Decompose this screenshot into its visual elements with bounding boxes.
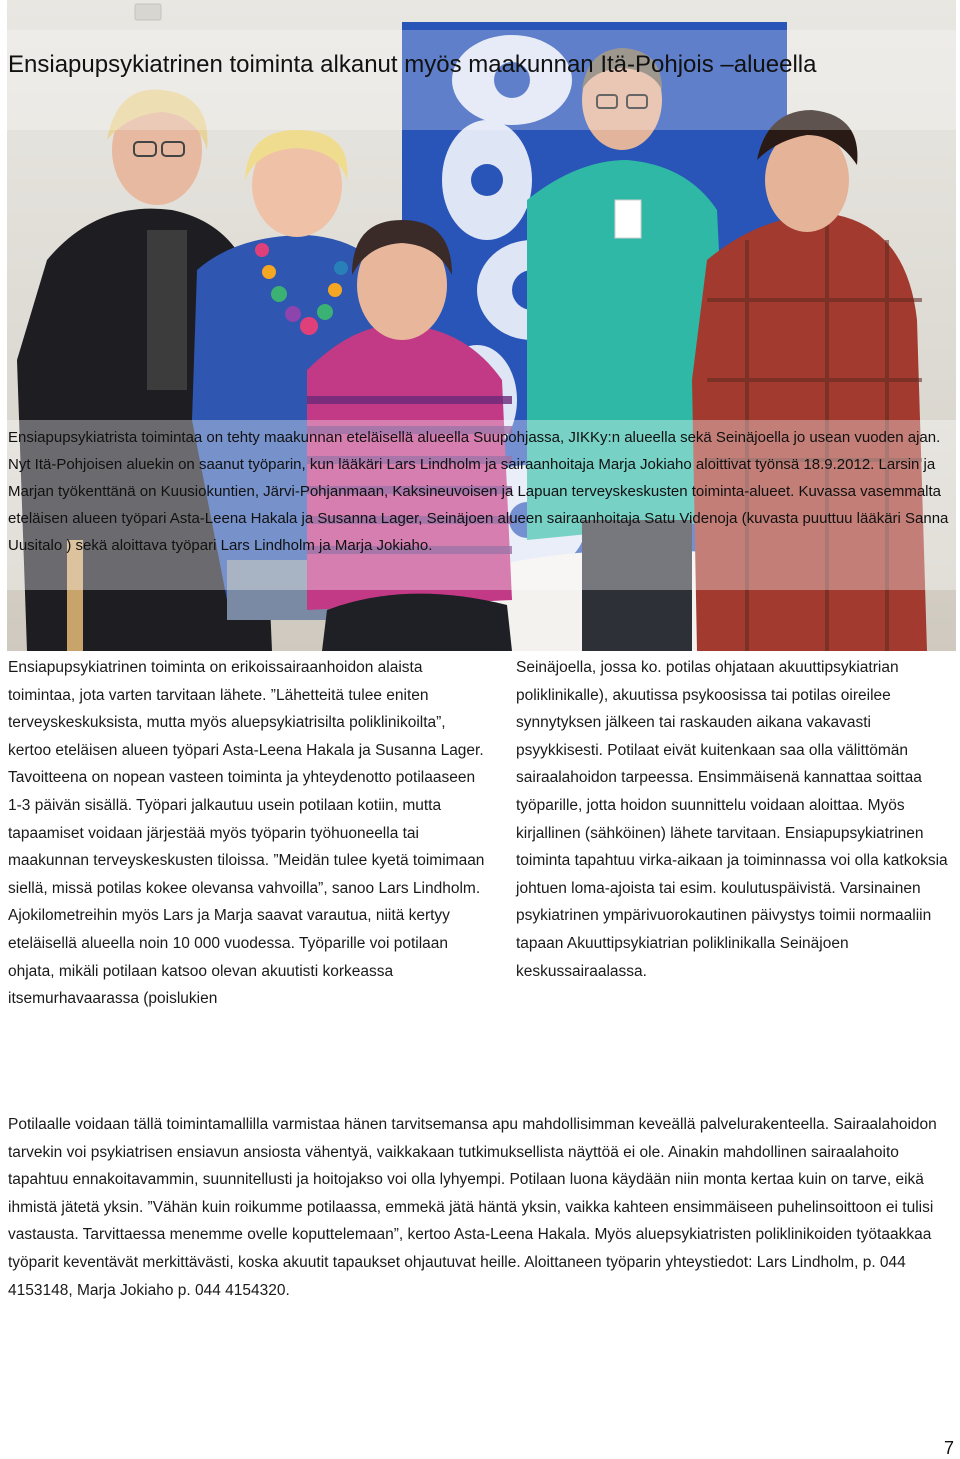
page-number: 7 [943, 1438, 954, 1458]
id-badge-icon [615, 200, 641, 238]
article-closing-paragraph: Potilaalle voidaan tällä toimintamallilla varmistaa hänen tarvitsemansa apu mahdollisimman keveällä palvelurakenteella. Sairaalahoidon tarvekin voi psykiatrisen ensiavun ansiosta vähentyä, vaikkakaan tutkimuksellista näyttöä ei ole. Ainakin mahdollinen sairaalahoito tapahtuu ennakoitavammin, suunnitellusti ja hoitojakso voi olla lyhyempi. Potilaan luona käydään niin monta kertaa kuin on tarve, eikä ihmistä jätetä yksin. ”Vähän kuin roikumme potilaassa, emmekä jätä häntä yksin, vaikka kahteen ensimmäiseen puhelinsoittoon ei tulisi vastausta. Tarvittaessa menemme ovelle koputtelemaan”, kertoo Asta-Leena Hakala. Myös aluepsykiatristen poliklinikoiden työtaakkaa työparit keventävät merkittävästi, koska akuutit tapaukset ohjautuvat heille. Aloittaneen työparin yhteystiedot: Lars Lindholm, p. 044 4153148, Marja Jokiaho p. 044 4154320. [8, 1116, 937, 1299]
group-photo [7, 0, 956, 651]
article-title: Ensiapupsykiatrinen toiminta alkanut myös maakunnan Itä-Pohjois –alueella [8, 51, 817, 78]
article-column-right: Seinäjoella, jossa ko. potilas ohjataan akuuttipsykiatrian poliklinikalle), akuutissa psykoosissa tai potilas oireilee synnytyksen jälkeen tai raskauden aikana vakavasti psyykkisesti. Potilaat eivät kuitenkaan saa olla välittömän sairaalahoidon tarpeessa. Ensimmäisenä kannattaa soittaa työparille, jotta hoidon suunnittelu voidaan aloittaa. Myös kirjallinen (sähköinen) lähete tarvitaan. Ensiapupsykiatrinen toiminta tapahtuu virka-aikaan ja toiminnassa voi olla katkoksia johtuen loma-ajoista tai esim. koulutuspäivistä. Varsinainen psykiatrinen ympärivuorokautinen päivystys toimii normaaliin tapaan Akuuttipsykiatrian poliklinikalla Seinäjoen keskussairaalassa. [516, 659, 948, 980]
photo-caption: Ensiapupsykiatrista toimintaa on tehty maakunnan eteläisellä alueella Suupohjassa, JIKKy:n alueella sekä Seinäjoella jo usean vuoden ajan. Nyt Itä-Pohjoisen aluekin on saanut työparin, kun lääkäri Lars Lindholm ja sairaanhoitaja Marja Jokiaho aloittivat työnsä 18.9.2012. Larsin ja Marjan työkenttänä on Kuusiokuntien, Järvi-Pohjanmaan, Kaksineuvoisen ja Lapuan terveyskeskusten toiminta-alueet. Kuvassa vasemmalta eteläisen alueen työpari Asta-Leena Hakala ja Susanna Lager, Seinäjoen alueen sairaanhoitaja Satu Videnoja (kuvasta puuttuu lääkäri Sanna Uusitalo ) sekä aloittava työpari Lars Lindholm ja Marja Jokiaho. [8, 429, 949, 554]
wall-socket [135, 4, 161, 20]
article-column-left: Ensiapupsykiatrinen toiminta on erikoissairaanhoidon alaista toimintaa, jota varten tarvitaan lähete. ”Lähetteitä tulee eniten terveyskeskuksista, mutta myös aluepsykiatrisilta poliklinikoilta”, kertoo eteläisen alueen työpari Asta-Leena Hakala ja Susanna Lager. Tavoitteena on nopean vasteen toiminta ja yhteydenotto potilaaseen 1-3 päivän sisällä. Työpari jalkautuu usein potilaan kotiin, mutta tapaamiset voidaan järjestää myös työparin työhuoneella tai maakunnan terveyskeskusten tiloissa. ”Meidän tulee kyetä toimimaan siellä, missä potilas kokee olevansa vahvoilla”, sanoo Lars Lindholm. Ajokilometreihin myös Lars ja Marja saavat varautua, niitä kertyy eteläisellä alueella noin 10 000 vuodessa. Työparille voi potilaan ohjata, mikäli potilaan katsoo olevan akuutisti korkeassa itsemurhavaarassa (poislukien [8, 659, 485, 1008]
